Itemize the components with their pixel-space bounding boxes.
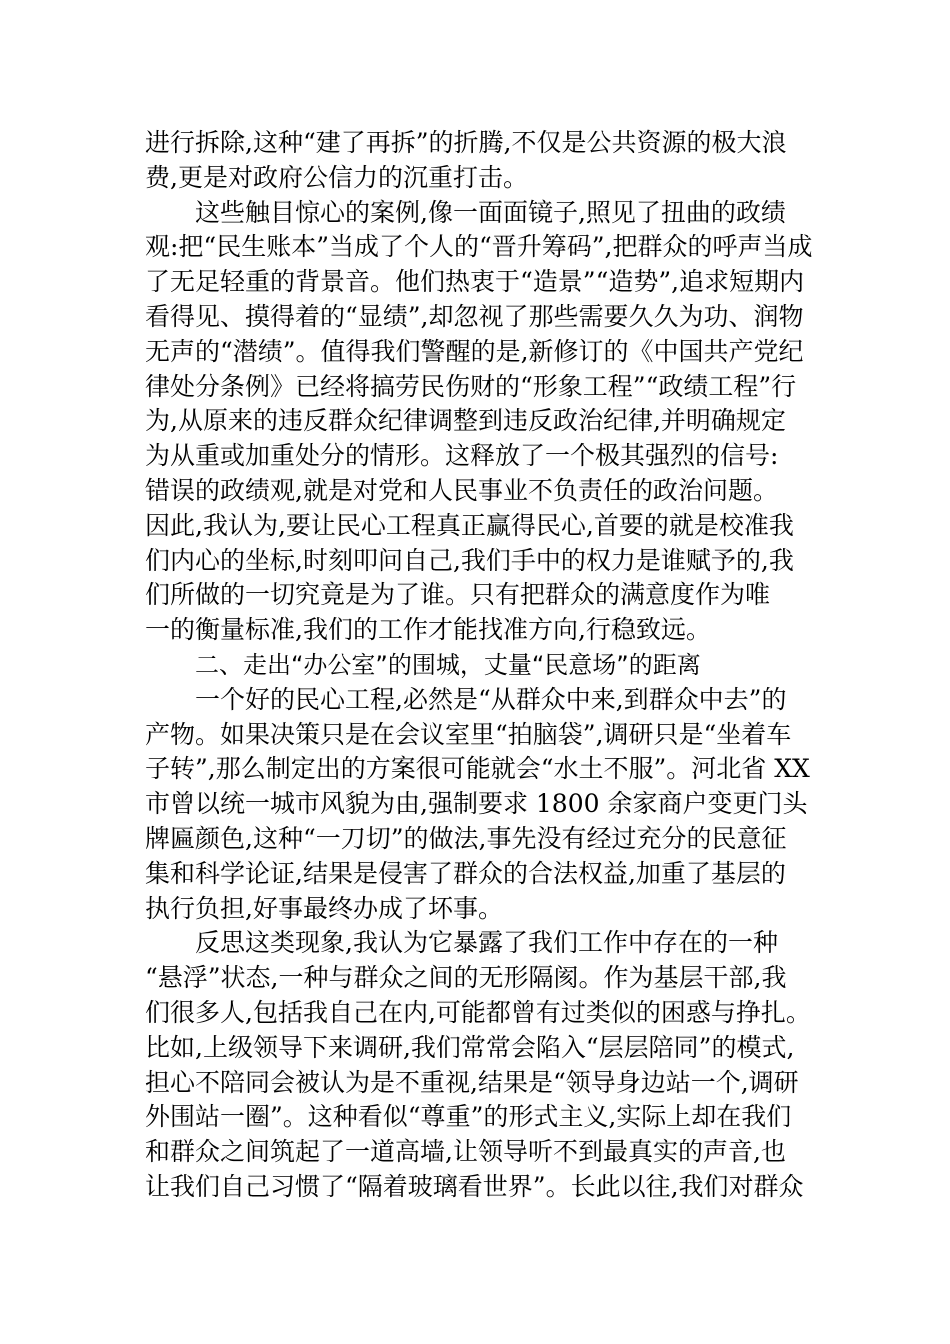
- text-line: 产物。如果决策只是在会议室里“拍脑袋”,调研只是“坐着车: [145, 719, 792, 749]
- text-line: 律处分条例》已经将搞劳民伤财的“形象工程”“政绩工程”行: [145, 371, 797, 401]
- text-line: 为,从原来的违反群众纪律调整到违反政治纪律,并明确规定: [145, 406, 786, 436]
- text-line: 市曾以统一城市风貌为由,强制要求 1800 余家商户变更门头: [145, 789, 808, 819]
- document-body: [145, 126, 825, 1205]
- text-line: 子转”,那么制定出的方案很可能就会“水土不服”。河北省 XX: [145, 754, 810, 784]
- text-line: 牌匾颜色,这种“一刀切”的做法,事先没有经过充分的民意征: [145, 823, 787, 853]
- text-line: “悬浮”状态,一种与群众之间的无形隔阂。作为基层干部,我: [145, 963, 787, 993]
- paragraph-first-line: 一个好的民心工程,必然是“从群众中来,到群众中去”的: [195, 684, 787, 714]
- text-line: 无声的“潜绩”。值得我们警醒的是,新修订的《中国共产党纪: [145, 336, 804, 366]
- text-line: 担心不陪同会被认为是不重视,结果是“领导身边站一个,调研: [145, 1067, 799, 1097]
- text-line: 集和科学论证,结果是侵害了群众的合法权益,加重了基层的: [145, 858, 786, 888]
- text-line: 进行拆除,这种“建了再拆”的折腾,不仅是公共资源的极大浪: [145, 128, 787, 157]
- text-line: 因此,我认为,要让民心工程真正赢得民心,首要的就是校准我: [145, 510, 794, 540]
- text-line: 看得见、摸得着的“显绩”,却忽视了那些需要久久为功、润物: [145, 301, 804, 331]
- text-line: 错误的政绩观,就是对党和人民事业不负责任的政治问题。: [145, 475, 778, 505]
- paragraph-first-line: 反思这类现象,我认为它暴露了我们工作中存在的一种: [195, 928, 778, 958]
- text-line: 执行负担,好事最终办成了坏事。: [145, 893, 503, 923]
- text-line: 费,更是对政府公信力的沉重打击。: [145, 162, 528, 192]
- text-line: 们内心的坐标,时刻叩问自己,我们手中的权力是谁赋予的,我: [145, 545, 794, 575]
- paragraph-first-line: 这些触目惊心的案例,像一面面镜子,照见了扭曲的政绩: [195, 197, 786, 227]
- text-line: 和群众之间筑起了一道高墙,让领导听不到最真实的声音,也: [145, 1137, 786, 1167]
- text-line: 让我们自己习惯了“隔着玻璃看世界”。长此以往,我们对群众: [145, 1171, 804, 1201]
- text-line: 了无足轻重的背景音。他们热衷于“造景”“造势”,追求短期内: [145, 267, 805, 297]
- text-line: 们很多人,包括我自己在内,可能都曾有过类似的困惑与挣扎。: [145, 997, 811, 1027]
- text-line: 比如,上级领导下来调研,我们常常会陷入“层层陪同”的模式,: [145, 1032, 795, 1062]
- text-line: 观:把“民生账本”当成了个人的“晋升筹码”,把群众的呼声当成: [145, 232, 813, 262]
- text-line: 们所做的一切究竟是为了谁。只有把群众的满意度作为唯: [145, 580, 771, 610]
- section-heading: 二、走出“办公室”的围城，丈量“民意场”的距离: [195, 650, 701, 679]
- text-line: 一的衡量标准,我们的工作才能找准方向,行稳致远。: [145, 615, 711, 645]
- text-line: 外围站一圈”。这种看似“尊重”的形式主义,实际上却在我们: [145, 1102, 792, 1132]
- text-line: 为从重或加重处分的情形。这释放了一个极其强烈的信号:: [145, 441, 779, 471]
